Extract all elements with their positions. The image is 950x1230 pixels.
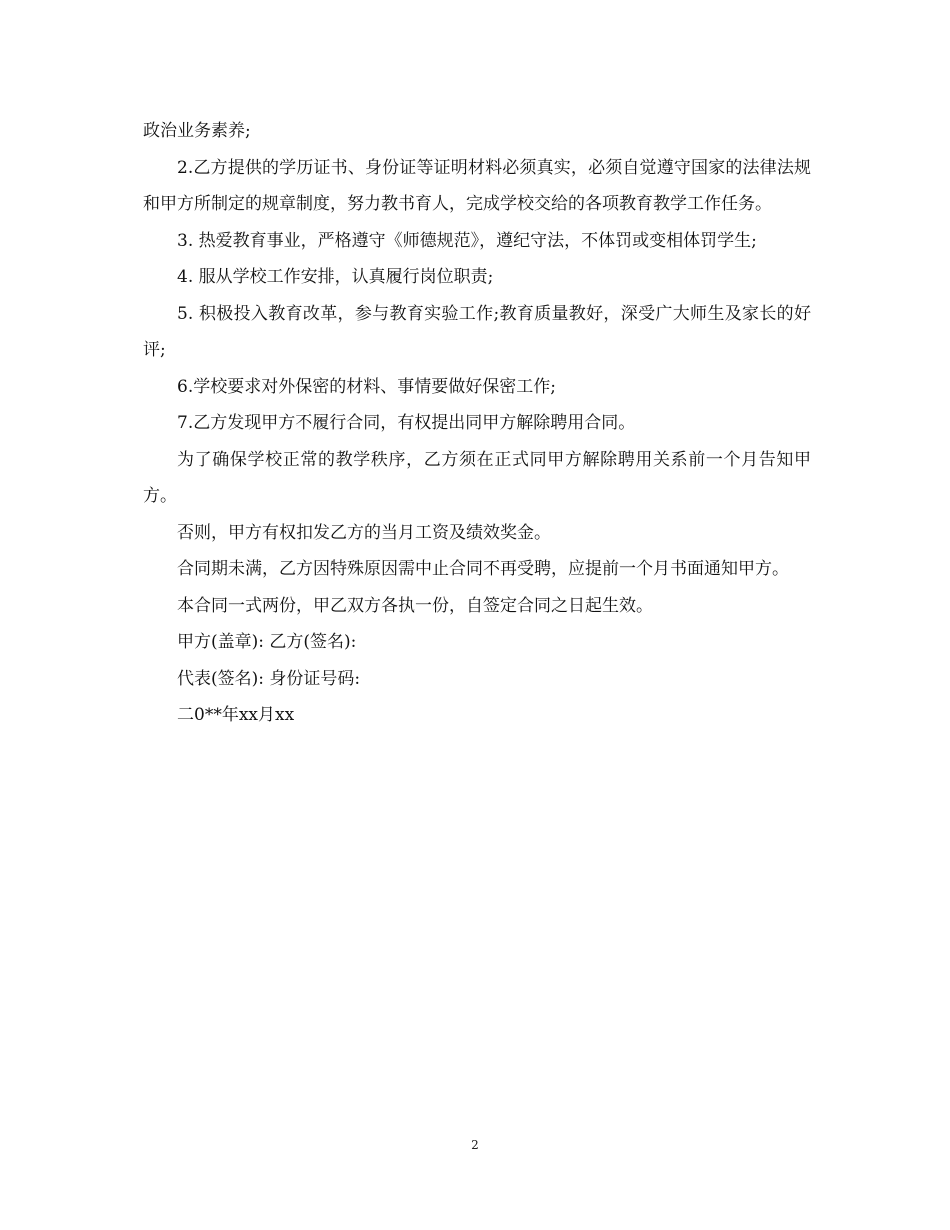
paragraph-notice-period: 为了确保学校正常的教学秩序，乙方须在正式同甲方解除聘用关系前一个月告知甲方。 bbox=[143, 449, 811, 506]
paragraph-copies: 本合同一式两份，甲乙双方各执一份，自签定合同之日起生效。 bbox=[177, 595, 653, 616]
paragraph-clause-3: 3. 热爱教育事业，严格遵守《师德规范》，遵纪守法，不体罚或变相体罚学生; bbox=[177, 230, 757, 251]
signature-line-parties: 甲方(盖章): 乙方(签名): bbox=[177, 632, 357, 652]
signature-line-representative: 代表(签名): 身份证号码: bbox=[177, 668, 361, 689]
signature-date: 二0**年xx月xx bbox=[177, 705, 295, 725]
paragraph-clause-7: 7.乙方发现甲方不履行合同，有权提出同甲方解除聘用合同。 bbox=[177, 413, 636, 433]
paragraph-early-termination: 合同期未满，乙方因特殊原因需中止合同不再受聘，应提前一个月书面通知甲方。 bbox=[177, 559, 789, 579]
page-number: 2 bbox=[471, 1138, 479, 1152]
paragraph-clause-4: 4. 服从学校工作安排，认真履行岗位职责; bbox=[177, 267, 494, 287]
paragraph-clause-2: 2.乙方提供的学历证书、身份证等证明材料必须真实，必须自觉遵守国家的法律法规和甲方所制定的规章制度，努力教书育人，完成学校交给的各项教育教学工作任务。 bbox=[143, 157, 811, 214]
paragraph-clause-5: 5. 积极投入教育改革，参与教育实验工作;教育质量教好，深受广大师生及家长的好评; bbox=[143, 303, 811, 360]
paragraph-continuation: 政治业务素养; bbox=[143, 121, 251, 141]
document-body bbox=[143, 113, 811, 734]
paragraph-clause-6: 6.学校要求对外保密的材料、事情要做好保密工作; bbox=[177, 376, 556, 397]
paragraph-penalty: 否则，甲方有权扣发乙方的当月工资及绩效奖金。 bbox=[177, 522, 551, 543]
